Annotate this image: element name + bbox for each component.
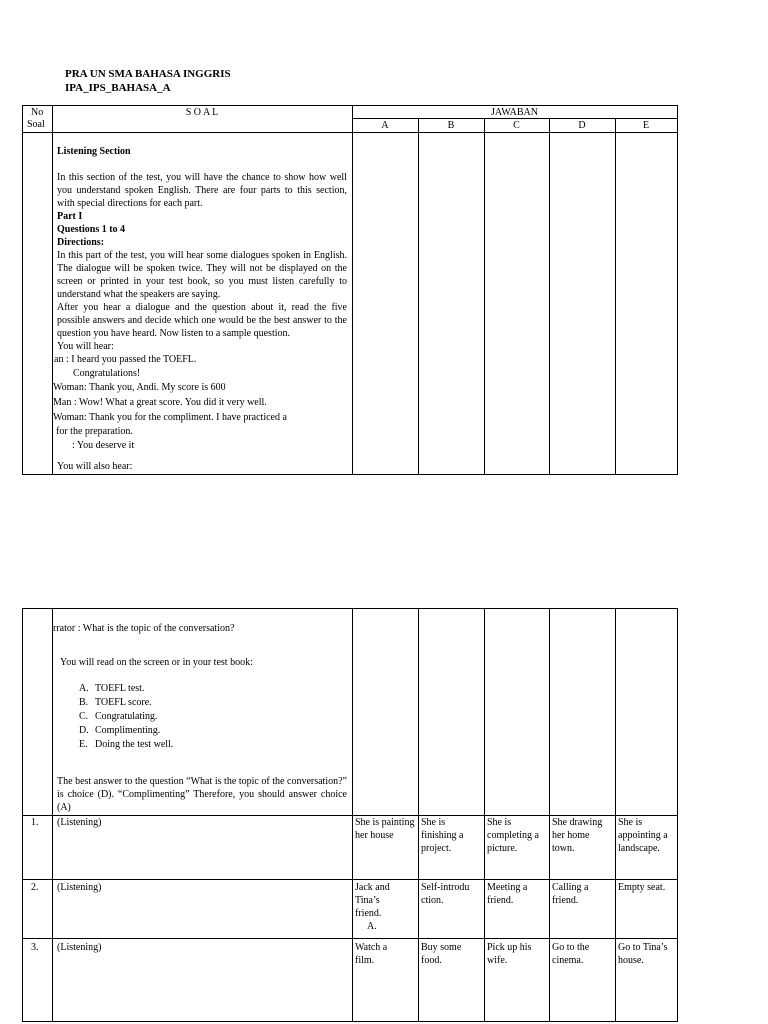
col-header-no: No xyxy=(31,107,44,118)
question-soal: (Listening) xyxy=(57,942,102,953)
section-intro: In this section of the test, you will have the chance to show how well you understand spoken English. There are four parts to this section, with special directions for each part. xyxy=(57,172,347,209)
question-number: 1. xyxy=(31,817,39,828)
best-answer-text: The best answer to the question “What is the topic of the conversation?” is choice (D). “Complimenting” Therefore, you should answer choice (A) xyxy=(57,776,347,813)
answer-option-a: Jack and Tina’s friend. xyxy=(355,882,390,919)
answer-option-b: She is finishing a project. xyxy=(421,817,464,854)
answer-option-d: Go to the cinema. xyxy=(552,942,590,966)
document-subtitle: IPA_IPS_BAHASA_A xyxy=(65,82,171,94)
answer-option-a: She is painting her house xyxy=(355,817,415,841)
sample-option: D. Complimenting. xyxy=(79,725,161,736)
question-soal: (Listening) xyxy=(57,817,102,828)
question-number: 2. xyxy=(31,882,39,893)
narrator-question: rrator : What is the topic of the conversation? xyxy=(53,623,235,634)
you-will-also-hear: You will also hear: xyxy=(57,461,133,472)
dialogue-line: Congratulations! xyxy=(73,368,141,379)
dialogue-line: an : I heard you passed the TOEFL. xyxy=(54,354,197,365)
question-soal: (Listening) xyxy=(57,882,102,893)
answer-option-c: Pick up his wife. xyxy=(487,942,532,966)
col-header-a: A xyxy=(381,120,389,131)
answer-option-c: She is completing a picture. xyxy=(487,817,539,854)
sample-option: C. Congratulating. xyxy=(79,711,158,722)
col-header-c: C xyxy=(513,120,520,131)
answer-option-e: She is appointing a landscape. xyxy=(618,817,668,854)
answer-option-d: Calling a friend. xyxy=(552,882,589,906)
col-header-d: D xyxy=(578,120,586,131)
dialogue-line: Woman: Thank you, Andi. My score is 600 xyxy=(53,382,226,393)
document-title: PRA UN SMA BAHASA INGGRIS xyxy=(65,68,231,80)
dialogue-line: Woman: Thank you for the compliment. I have practiced a xyxy=(53,412,287,423)
answer-option-b: Self-introdu ction. xyxy=(421,882,470,906)
col-header-soal: S O A L xyxy=(185,107,219,118)
sample-option: A. TOEFL test. xyxy=(79,683,145,694)
you-will-hear: You will hear: xyxy=(57,341,114,352)
answer-extra-mark: A. xyxy=(367,921,377,932)
answer-option-e: Empty seat. xyxy=(618,882,666,893)
col-header-e: E xyxy=(642,120,650,131)
col-header-jawaban: JAWABAN xyxy=(491,107,538,118)
answer-option-e: Go to Tina’s house. xyxy=(618,942,668,966)
part-label: Part I xyxy=(57,211,83,222)
sample-option: B. TOEFL score. xyxy=(79,697,152,708)
section-heading: Listening Section xyxy=(57,146,131,157)
directions-label: Directions: xyxy=(57,237,105,248)
dialogue-line: for the preparation. xyxy=(56,426,133,437)
answer-option-c: Meeting a friend. xyxy=(487,882,528,906)
answer-option-a: Watch a film. xyxy=(355,942,388,966)
questions-label: Questions 1 to 4 xyxy=(57,224,126,235)
after-text: After you hear a dialogue and the question about it, read the five possible answers and decide which one would be the best answer to the question you have heard. Now listen to a sample question. xyxy=(57,302,347,339)
dialogue-line: : You deserve it xyxy=(72,440,135,451)
read-on-screen: You will read on the screen or in your test book: xyxy=(60,657,253,668)
directions-text: In this part of the test, you will hear some dialogues spoken in English. The dialogue will be spoken twice. They will not be displayed on the screen or printed in your test book, so you must listen carefully to understand what the speakers are saying. xyxy=(57,250,347,300)
answer-option-b: Buy some food. xyxy=(421,942,462,966)
sample-options xyxy=(79,682,173,752)
question-number: 3. xyxy=(31,942,39,953)
answer-option-d: She drawing her home town. xyxy=(552,817,603,854)
col-header-soal-label: Soal xyxy=(27,119,45,130)
dialogue-line: Man : Wow! What a great score. You did it very well. xyxy=(53,397,267,408)
sample-option: E. Doing the test well. xyxy=(79,739,174,750)
col-header-b: B xyxy=(447,120,455,131)
